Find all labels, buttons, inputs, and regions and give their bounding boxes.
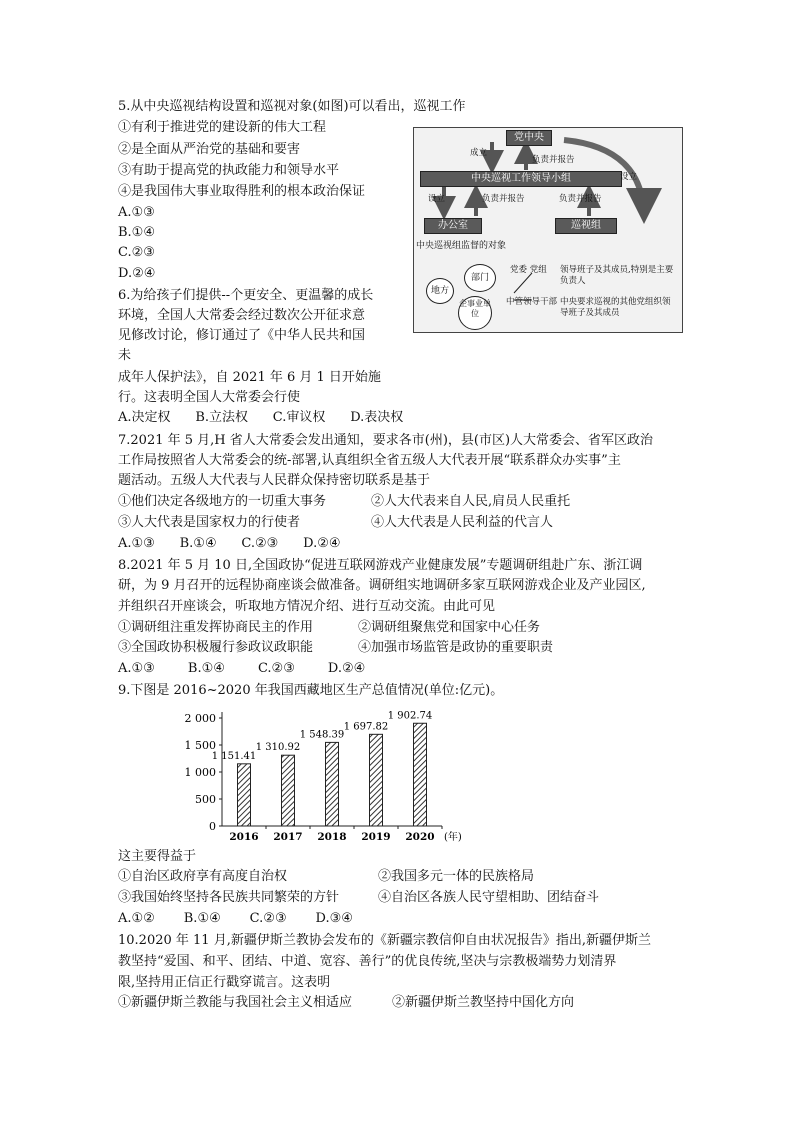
- q7-option-3: ③人大代表是国家权力的行使者: [118, 515, 301, 530]
- q8-option-3: ③全国政协积极履行参政议政职能: [118, 640, 314, 655]
- y-tick-label: 0: [209, 820, 216, 833]
- q7-line-3: 题活动。五级人大代表与人民群众保持密切联系是基于: [118, 473, 431, 488]
- q9-choices: A.①② B.①④ C.②③ D.③④: [118, 911, 353, 926]
- q10-option-1: ①新疆伊斯兰教能与我国社会主义相适应: [118, 995, 353, 1010]
- y-tick-label: 1 000: [184, 766, 216, 779]
- bar-2018: [326, 742, 339, 826]
- q6-line-3: 见修改讨论，修订通过了《中华人民共和国: [118, 328, 366, 343]
- party-center-box: 党中央: [506, 130, 552, 146]
- local-circle: 地方: [426, 278, 454, 304]
- q8-line-1: 8.2021 年 5 月 10 日,全国政协“促进互联网游戏产业健康发展”专题调研组赴广东、浙江调: [118, 558, 643, 573]
- establish-label: 成立: [470, 148, 488, 158]
- q6-choices: A.决定权 B.立法权 C.审议权 D.表决权: [118, 410, 404, 425]
- q7-option-4: ④人大代表是人民利益的代言人: [371, 515, 554, 530]
- q8-line-2: 研，为 9 月召开的远程协商座谈会做准备。调研组实地调研多家互联网游戏企业及产业园区,: [118, 578, 646, 593]
- y-tick-label: 500: [195, 793, 216, 806]
- inspection-structure-diagram: [413, 127, 683, 333]
- q9-option-3: ③我国始终坚持各民族共同繁荣的方针: [118, 890, 340, 905]
- q5-option-4: ④是我国伟大事业取得胜利的根本政治保证: [118, 184, 366, 199]
- q6-line-4: 未: [118, 348, 132, 363]
- bar-2020: [414, 723, 427, 826]
- x-tick-label: 2017: [273, 831, 303, 843]
- bar-2019: [370, 734, 383, 826]
- enterprise-circle: 企事业单位: [458, 296, 492, 330]
- x-tick-label: 2019: [361, 831, 391, 843]
- q7-choices: A.①③ B.①④ C.②③ D.②④: [118, 536, 341, 551]
- report-label-top: 负责并报告: [532, 155, 575, 165]
- bar-value-label: 1 902.74: [387, 710, 433, 722]
- q8-choices: A.①③ B.①④ C.②③ D.②④: [118, 661, 366, 676]
- y-tick-label: 2 000: [184, 712, 216, 725]
- q7-option-2: ②人大代表来自人民,肩员人民重托: [371, 494, 571, 509]
- q8-option-1: ①调研组注重发挥协商民主的作用: [118, 620, 314, 635]
- q6-line-5: 成年人保护法》，自 2021 年 6 月 1 日开始施: [118, 370, 381, 385]
- party-groups-label: 党委 党组: [510, 265, 547, 275]
- q7-line-1: 7.2021 年 5 月,H 省人大常委会发出通知，要求各市(州)，县(市区)人大常委会、省军区政治: [118, 433, 654, 448]
- q10-option-2: ②新疆伊斯兰教坚持中国化方向: [392, 995, 575, 1010]
- q9-option-2: ②我国多元一体的民族格局: [378, 869, 535, 884]
- q7-option-1: ①他们决定各级地方的一切重大事务: [118, 494, 327, 509]
- q10-line-3: 限,坚持用正信正行戳穿谎言。这表明: [118, 975, 331, 990]
- q5-choice-b: B.①④: [118, 225, 155, 240]
- q6-line-6: 行。这表明全国人大常委会行使: [118, 390, 301, 405]
- q5-option-3: ③有助于提高党的执政能力和领导水平: [118, 163, 340, 178]
- setup-label-left: 设立: [428, 194, 446, 204]
- department-circle: 部门: [464, 264, 496, 292]
- q8-option-4: ④加强市场监管是政协的重要职责: [358, 640, 554, 655]
- q10-line-1: 10.2020 年 11 月,新疆伊斯兰教协会发布的《新疆宗教信仰自由状况报告》指出,新疆伊斯兰: [118, 933, 651, 948]
- report-label-right: 负责并报告: [559, 194, 602, 204]
- q9-stem: 9.下图是 2016~2020 年我国西藏地区生产总值情况(单位:亿元)。: [118, 683, 504, 698]
- q5-choice-d: D.②④: [118, 266, 156, 281]
- q9-option-4: ④自治区各族人民守望相助、团结奋斗: [378, 890, 600, 905]
- inspection-group-box: 巡视组: [555, 218, 617, 234]
- bar-value-label: 1 548.39: [299, 729, 345, 741]
- targets-title: 中央巡视组监督的对象: [416, 241, 507, 251]
- q6-line-2: 环境，全国人大常委会经过数次公开征求意: [118, 308, 366, 323]
- other-leaders-label: 中央要求巡视的其他党组织领导班子及其成员: [560, 297, 671, 318]
- central-cadres-label: 中管领导干部: [506, 297, 558, 307]
- q8-option-2: ②调研组聚焦党和国家中心任务: [358, 620, 541, 635]
- q5-option-1: ①有利于推进党的建设新的伟大工程: [118, 120, 327, 135]
- leading-group-box: 中央巡视工作领导小组: [420, 171, 622, 187]
- q8-line-3: 并组织召开座谈会，听取地方情况介绍、进行互动交流。由此可见: [118, 599, 496, 614]
- leaders-label: 领导班子及其成员,特别是主要负责人: [560, 265, 674, 286]
- report-label-left: 负责并报告: [482, 194, 525, 204]
- q5-choice-c: C.②③: [118, 245, 155, 260]
- q9-line-2: 这主要得益于: [118, 849, 197, 864]
- x-tick-label: 2018: [317, 831, 347, 843]
- bar-2016: [238, 764, 251, 826]
- q10-line-2: 教坚持“爱国、和平、团结、中道、宽容、善行”的优良传统,坚决与宗教极端势力划清界: [118, 954, 617, 969]
- q5-choice-a: A.①③: [118, 205, 155, 220]
- bar-value-label: 1 697.82: [343, 721, 389, 733]
- bar-value-label: 1 151.41: [211, 750, 257, 762]
- bar-2017: [282, 755, 295, 826]
- gdp-bar-chart: [180, 700, 480, 850]
- q5-option-2: ②是全面从严治党的基础和要害: [118, 142, 301, 157]
- y-tick-label: 1 500: [184, 739, 216, 752]
- q9-option-1: ①自治区政府享有高度自治权: [118, 869, 288, 884]
- office-box: 办公室: [424, 218, 482, 234]
- q7-line-2: 工作局按照省人大常委会的统-部署,认真组织全省五级人大代表开展“联系群众办实事”主: [118, 453, 621, 468]
- x-tick-label: 2016: [229, 831, 259, 843]
- q6-line-1: 6.为给孩子们提供--个更安全、更温馨的成长: [118, 288, 374, 303]
- x-unit-label: (年): [444, 832, 462, 843]
- bar-value-label: 1 310.92: [255, 742, 301, 754]
- setup-label-right: 设立: [620, 172, 638, 182]
- x-tick-label: 2020: [405, 831, 435, 843]
- q5-stem: 5.从中央巡视结构设置和巡视对象(如图)可以看出，巡视工作: [118, 99, 466, 114]
